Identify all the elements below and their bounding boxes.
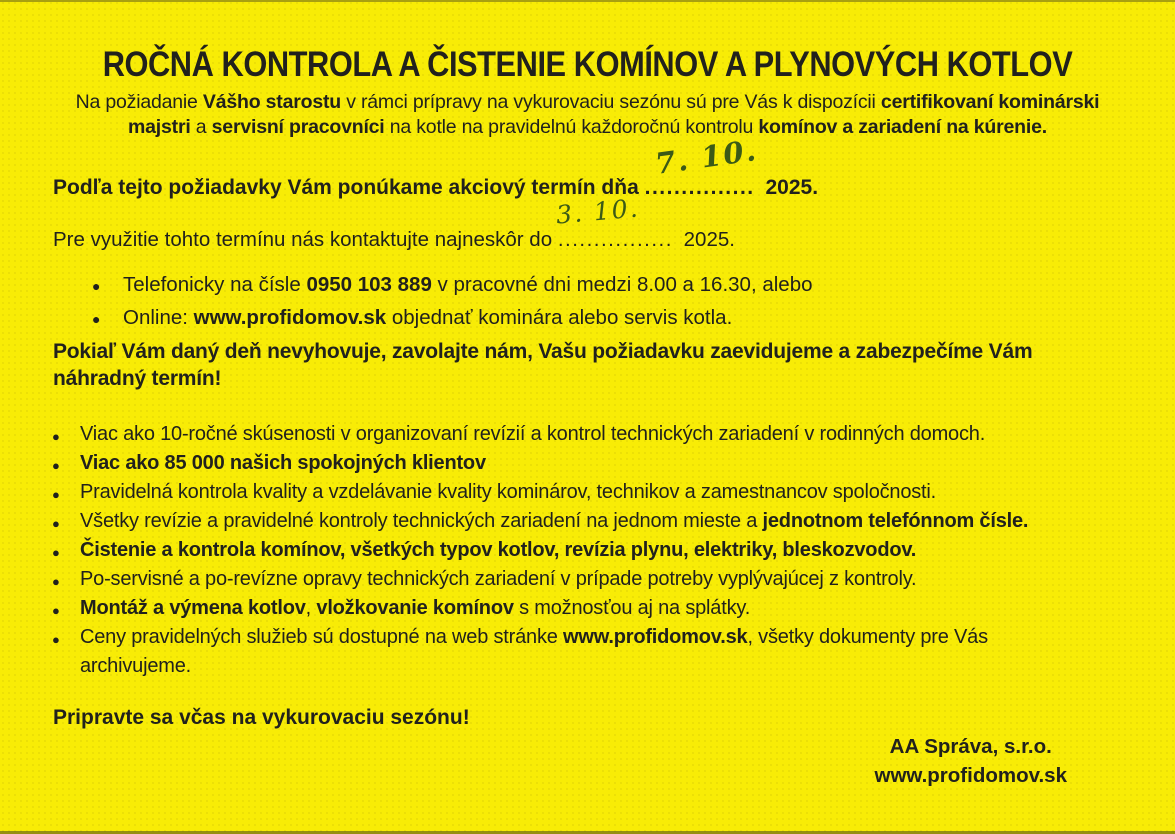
deadline-dotted-blank <box>554 193 673 251</box>
text-segment: archivujeme. <box>80 655 191 677</box>
text-segment: komínov a zariadení na kúrenie. <box>758 116 1047 138</box>
text-segment: certifikovaní kominárski <box>880 91 1100 113</box>
text-segment: Pravidelná kontrola kvality a vzdelávanie kvality kominárov, technikov a zamestnancov spoločnosti. <box>80 481 937 503</box>
text-segment: Čistenie a kontrola komínov, všetkých typov kotlov, revízia plynu, elektriky, bleskozvodov. <box>80 539 917 561</box>
list-item <box>52 565 1145 594</box>
text-segment: Na požiadanie <box>75 91 203 113</box>
signature-website: www.profidomov.sk <box>874 764 1067 787</box>
handwritten-date-deadline: 3. 10. <box>554 193 641 230</box>
bullet-icon: ● <box>52 516 60 531</box>
list-item <box>52 536 1145 565</box>
text-segment: s možnosťou aj na splátky. <box>513 597 751 619</box>
text-segment: náhradný termín! <box>53 367 222 390</box>
text-segment: Montáž a výmena kotlov <box>80 597 306 619</box>
bullet-icon: ● <box>52 545 60 560</box>
list-item <box>92 272 1135 298</box>
bullet-icon: ● <box>92 278 101 294</box>
text-segment: na kotle na pravidelnú každoročnú kontrolu <box>384 116 759 138</box>
offer-dotted-blank <box>644 133 760 199</box>
text-segment: a <box>190 116 212 138</box>
bullet-icon: ● <box>52 487 60 502</box>
offer-line-year: 2025. <box>759 176 819 199</box>
text-segment: www.profidomov.sk <box>193 306 387 329</box>
text-segment: Viac ako 85 000 našich spokojných klientov <box>80 452 486 474</box>
intro-paragraph <box>38 90 1137 140</box>
signature-company: AA Správa, s.r.o. <box>889 735 1052 758</box>
text-segment: , <box>305 597 317 619</box>
bullet-icon: ● <box>52 632 60 647</box>
text-segment: v rámci prípravy na vykurovaciu sezónu sú pre Vás k dispozícii <box>340 91 881 113</box>
reschedule-note <box>53 338 1125 392</box>
list-item <box>52 623 1145 681</box>
list-item <box>52 478 1145 507</box>
bullet-icon: ● <box>92 311 101 327</box>
list-item <box>52 594 1145 623</box>
text-segment: www.profidomov.sk <box>563 626 748 648</box>
text-segment: Viac ako 10-ročné skúsenosti v organizovaní revízií a kontrol technických zariadení v rodinných domoch. <box>80 423 986 445</box>
text-segment: objednať kominára alebo servis kotla. <box>386 306 733 329</box>
closing-note: Pripravte sa včas na vykurovaciu sezónu! <box>53 706 470 729</box>
deadline-line <box>53 193 1135 252</box>
deadline-dots: ................ <box>557 228 673 251</box>
text-segment: jednotnom telefónnom čísle. <box>762 510 1029 532</box>
text-segment: Všetky revízie a pravidelné kontroly technických zariadení na jednom mieste a <box>80 510 763 532</box>
list-item <box>52 449 1145 478</box>
deadline-line-text: Pre využitie tohto termínu nás kontaktujte najneskôr do <box>53 228 558 251</box>
text-segment: Telefonicky na čísle <box>123 273 307 296</box>
text-segment: Pokiaľ Vám daný deň nevyhovuje, zavolajte nám, Vašu požiadavku zaevidujeme a zabezpečíme Vám <box>53 340 1033 363</box>
bullet-icon: ● <box>52 574 60 589</box>
bullet-icon: ● <box>52 458 60 473</box>
text-segment: servisní pracovníci <box>211 116 385 138</box>
bullet-icon: ● <box>52 603 60 618</box>
text-segment: vložkovanie komínov <box>316 597 514 619</box>
text-segment: 0950 103 889 <box>306 273 432 296</box>
list-item <box>52 507 1145 536</box>
contact-list <box>92 272 1135 331</box>
text-segment: v pracovné dni medzi 8.00 a 16.30, alebo <box>431 273 813 296</box>
handwritten-date-offer: 7. 10. <box>652 133 760 181</box>
text-segment: Ceny pravidelných služieb sú dostupné na web stránke <box>80 626 564 648</box>
benefits-list <box>52 420 1145 681</box>
bullet-icon: ● <box>52 429 60 444</box>
list-item <box>52 420 1145 449</box>
text-segment: Vášho starostu <box>202 91 341 113</box>
offer-line-text: Podľa tejto požiadavky Vám ponúkame akciový termín dňa <box>53 176 645 199</box>
text-segment: Online: <box>123 306 194 329</box>
signature-block <box>875 732 1068 790</box>
page-title: ROČNÁ KONTROLA A ČISTENIE KOMÍNOV A PLYNOVÝCH KOTLOV <box>102 45 1073 84</box>
text-segment: majstri <box>128 116 191 138</box>
list-item <box>92 305 1135 331</box>
deadline-line-year: 2025. <box>677 228 735 251</box>
text-segment: Po-servisné a po-revízne opravy technických zariadení v prípade potreby vyplývajúcej z kontroly. <box>80 568 917 590</box>
offer-dots: ............... <box>644 176 755 199</box>
scan-edge-top <box>0 0 1175 2</box>
text-segment: , všetky dokumenty pre Vás <box>747 626 988 648</box>
